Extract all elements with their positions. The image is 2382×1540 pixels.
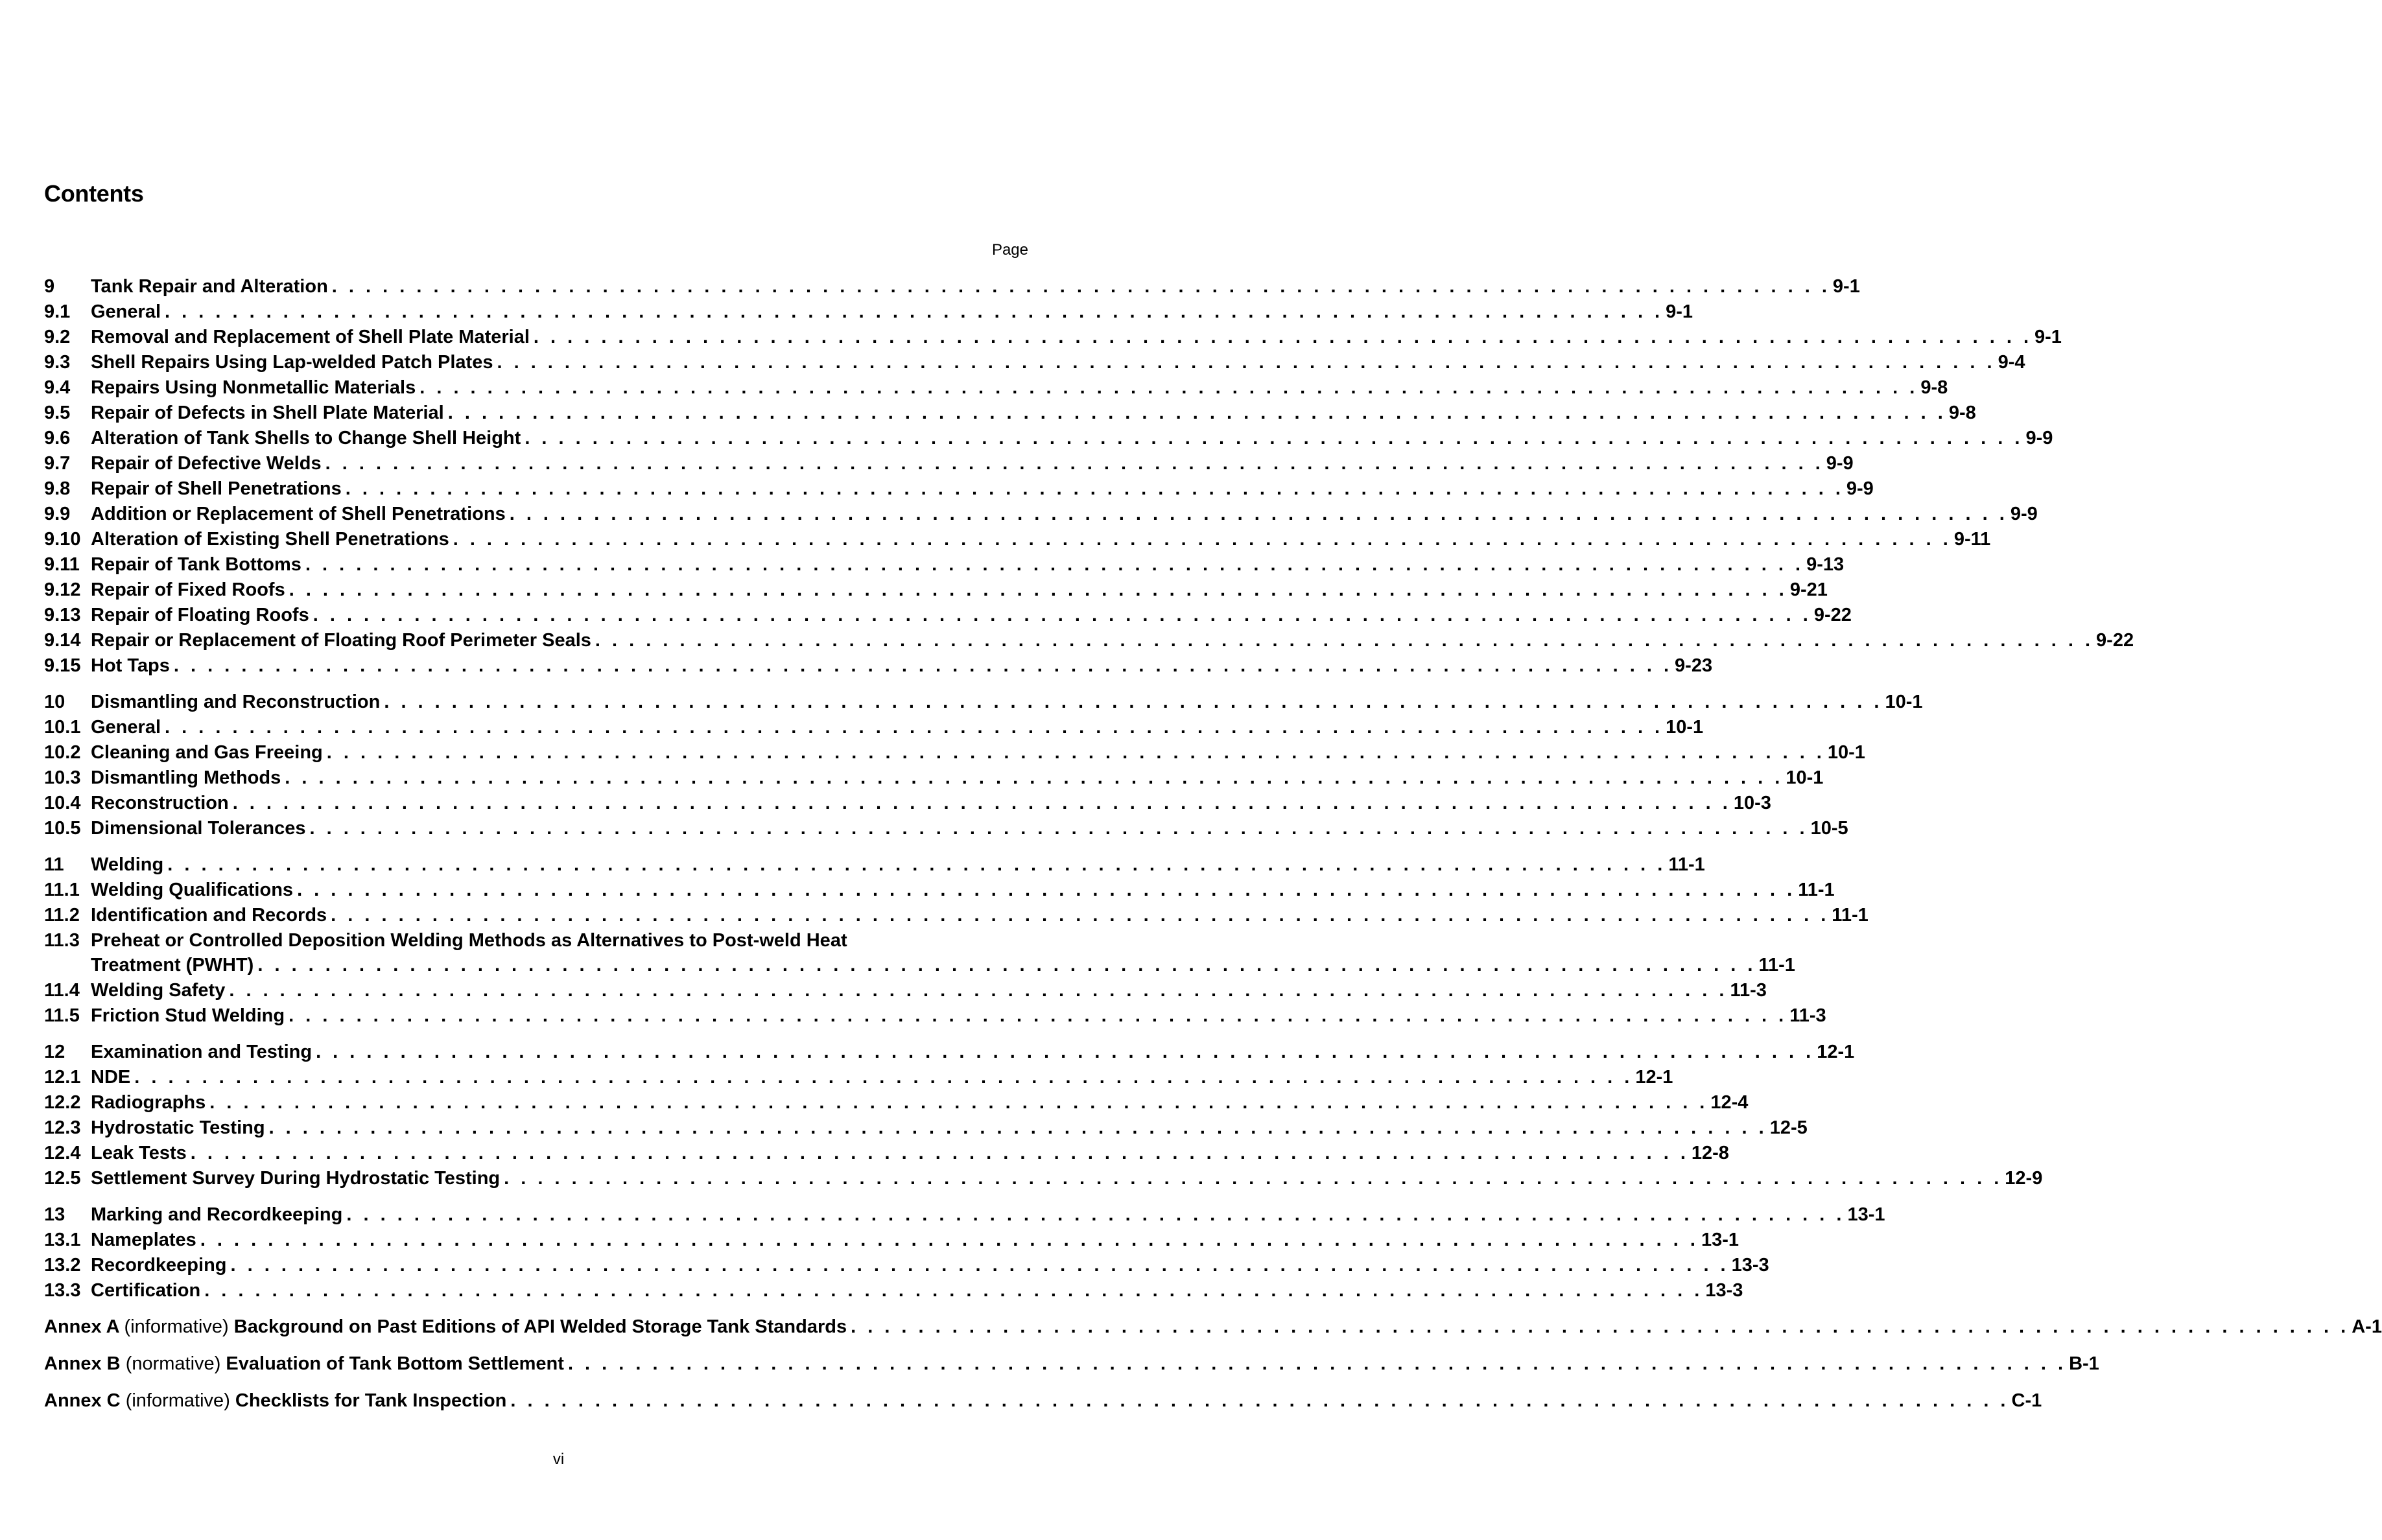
page-title: Contents — [44, 180, 144, 207]
toc-dot-leader: . . . . . . . . . . . . . . . . . . . . . . . . . . . . . . . . . . . . . . . . . . . . . . . . . . . . . . . . . . . . . . . . . . . . . . . . . . . . . . . . . . . . . . . . . — [204, 1280, 1703, 1301]
toc-dot-leader: . . . . . . . . . . . . . . . . . . . . . . . . . . . . . . . . . . . . . . . . . . . . . . . . . . . . . . . . . . . . . . . . . . . . . . . . . . . . . . . . . . . . . . . . . — [305, 554, 1804, 575]
toc-entry-number: 10.2 — [44, 742, 81, 763]
toc-entry[interactable] — [44, 527, 1991, 552]
toc-entry[interactable] — [44, 350, 2025, 375]
toc-entry-page: 12-4 — [1710, 1092, 1749, 1113]
toc-dot-leader: . . . . . . . . . . . . . . . . . . . . . . . . . . . . . . . . . . . . . . . . . . . . . . . . . . . . . . . . . . . . . . . . . . . . . . . . . . . . . . . . . . . . . . . . . — [525, 428, 2023, 449]
toc-dot-leader: . . . . . . . . . . . . . . . . . . . . . . . . . . . . . . . . . . . . . . . . . . . . . . . . . . . . . . . . . . . . . . . . . . . . . . . . . . . . . . . . . . . . . . . . . — [165, 717, 1664, 738]
toc-entry-page: 9-9 — [2025, 428, 2053, 449]
toc-entry-page: 12-1 — [1817, 1042, 1855, 1062]
toc-entry[interactable] — [44, 476, 1874, 502]
toc-entry-number: 9.10 — [44, 529, 81, 550]
toc-entry-title: Repairs Using Nonmetallic Materials — [91, 377, 416, 398]
toc-entry-title: Repair of Fixed Roofs — [91, 579, 285, 600]
toc-entry-title: Nameplates — [91, 1230, 196, 1250]
toc-entry-page: 13-1 — [1701, 1230, 1739, 1250]
toc-entry[interactable] — [44, 903, 1869, 928]
toc-entry[interactable] — [44, 1166, 2043, 1191]
toc-entry-page: 11-1 — [1832, 905, 1869, 926]
toc-dot-leader: . . . . . . . . . . . . . . . . . . . . . . . . . . . . . . . . . . . . . . . . . . . . . . . . . . . . . . . . . . . . . . . . . . . . . . . . . . . . . . . . . . . . . . . . . — [289, 579, 1787, 600]
toc-entry[interactable] — [44, 765, 1824, 791]
annex-label: Annex B — [44, 1353, 121, 1374]
toc-dot-leader: . . . . . . . . . . . . . . . . . . . . . . . . . . . . . . . . . . . . . . . . . . . . . . . . . . . . . . . . . . . . . . . . . . . . . . . . . . . . . . . . . . . . . . . . . — [510, 1390, 2009, 1411]
toc-entry-number: 9.6 — [44, 428, 71, 449]
toc-entry-title: Marking and Recordkeeping — [91, 1204, 343, 1225]
toc-entry-number: 9.2 — [44, 327, 71, 347]
toc-entry-number: 10.4 — [44, 793, 81, 813]
toc-entry-title: Removal and Replacement of Shell Plate Material — [91, 327, 530, 347]
toc-entry-title: Alteration of Existing Shell Penetrations — [91, 529, 449, 550]
toc-entry[interactable] — [44, 690, 1923, 715]
toc-dot-leader: . . . . . . . . . . . . . . . . . . . . . . . . . . . . . . . . . . . . . . . . . . . . . . . . . . . . . . . . . . . . . . . . . . . . . . . . . . . . . . . . . . . . . . . . . — [230, 1255, 1729, 1276]
toc-dot-leader: . . . . . . . . . . . . . . . . . . . . . . . . . . . . . . . . . . . . . . . . . . . . . . . . . . . . . . . . . . . . . . . . . . . . . . . . . . . . . . . . . . . . . . . . . — [509, 504, 2008, 524]
toc-entry-page: 11-1 — [1798, 880, 1835, 900]
toc-entry[interactable] — [44, 816, 1848, 841]
toc-entry-number: 10.5 — [44, 818, 81, 839]
toc-entry-title: Settlement Survey During Hydrostatic Testing — [91, 1168, 501, 1189]
toc-entry[interactable] — [44, 1202, 1885, 1228]
toc-entry[interactable] — [44, 299, 1693, 325]
toc-entry-page: 12-8 — [1691, 1143, 1729, 1163]
toc-dot-leader: . . . . . . . . . . . . . . . . . . . . . . . . . . . . . . . . . . . . . . . . . . . . . . . . . . . . . . . . . . . . . . . . . . . . . . . . . . . . . . . . . . . . . . . . . — [309, 818, 1808, 839]
toc-entry-page: 10-1 — [1885, 692, 1923, 712]
toc-entry[interactable] — [44, 1090, 1749, 1115]
toc-entry-page: 9-9 — [1826, 453, 1854, 474]
toc-entry-title: Repair of Defective Welds — [91, 453, 322, 474]
toc-entry-title: Welding — [91, 854, 164, 875]
toc-entry[interactable] — [44, 274, 1860, 299]
toc-entry-title: Examination and Testing — [91, 1042, 312, 1062]
toc-entry-page: A-1 — [2352, 1316, 2382, 1337]
toc-entry[interactable] — [44, 1228, 1739, 1253]
toc-entry-number: 9 — [44, 276, 55, 297]
toc-entry-title: Alteration of Tank Shells to Change Shell Height — [91, 428, 521, 449]
toc-entry-page: B-1 — [2069, 1353, 2099, 1374]
toc-entry-page: 9-9 — [1846, 478, 1874, 499]
toc-entry-number: 10.1 — [44, 717, 81, 738]
toc-entry-title: Preheat or Controlled Deposition Welding Methods as Alternatives to Post-weld Heat — [91, 930, 847, 951]
toc-entry[interactable] — [44, 578, 1828, 603]
toc-entry-number: 9.1 — [44, 301, 71, 322]
toc-entry-page: 10-3 — [1733, 793, 1771, 813]
toc-dot-leader: . . . . . . . . . . . . . . . . . . . . . . . . . . . . . . . . . . . . . . . . . . . . . . . . . . . . . . . . . . . . . . . . . . . . . . . . . . . . . . . . . . . . . . . . . — [595, 630, 2094, 651]
toc-dot-leader: . . . . . . . . . . . . . . . . . . . . . . . . . . . . . . . . . . . . . . . . . . . . . . . . . . . . . . . . . . . . . . . . . . . . . . . . . . . . . . . . . . . . . . . . . — [165, 301, 1664, 322]
toc-entry-number: 9.13 — [44, 605, 81, 625]
toc-dot-leader: . . . . . . . . . . . . . . . . . . . . . . . . . . . . . . . . . . . . . . . . . . . . . . . . . . . . . . . . . . . . . . . . . . . . . . . . . . . . . . . . . . . . . . . . . — [173, 655, 1673, 676]
toc-dot-leader: . . . . . . . . . . . . . . . . . . . . . . . . . . . . . . . . . . . . . . . . . . . . . . . . . . . . . . . . . . . . . . . . . . . . . . . . . . . . . . . . . . . . . . . . . — [312, 605, 1811, 625]
toc-entry-number: 9.9 — [44, 504, 71, 524]
toc-entry-page: 9-1 — [2034, 327, 2062, 347]
toc-dot-leader: . . . . . . . . . . . . . . . . . . . . . . . . . . . . . . . . . . . . . . . . . . . . . . . . . . . . . . . . . . . . . . . . . . . . . . . . . . . . . . . . . . . . . . . . . — [326, 742, 1825, 763]
toc-entry-number: 13.2 — [44, 1255, 81, 1276]
toc-entry-page: 11-1 — [1758, 955, 1795, 975]
annex-title: Evaluation of Tank Bottom Settlement — [226, 1353, 564, 1374]
toc-entry-title: Addition or Replacement of Shell Penetrations — [91, 504, 506, 524]
toc-entry-number: 12 — [44, 1042, 65, 1062]
toc-entry-page: C-1 — [2011, 1390, 2042, 1411]
toc-entry-number: 12.2 — [44, 1092, 81, 1113]
toc-dot-leader: . . . . . . . . . . . . . . . . . . . . . . . . . . . . . . . . . . . . . . . . . . . . . . . . . . . . . . . . . . . . . . . . . . . . . . . . . . . . . . . . . . . . . . . . . — [134, 1067, 1633, 1088]
toc-entry-title: NDE — [91, 1067, 131, 1088]
toc-dot-leader: . . . . . . . . . . . . . . . . . . . . . . . . . . . . . . . . . . . . . . . . . . . . . . . . . . . . . . . . . . . . . . . . . . . . . . . . . . . . . . . . . . . . . . . . . — [257, 955, 1756, 975]
toc-entry-number: 11.1 — [44, 880, 80, 900]
annex-title: Background on Past Editions of API Welded Storage Tank Standards — [233, 1316, 847, 1337]
toc-entry-title: Cleaning and Gas Freeing — [91, 742, 323, 763]
toc-entry-number: 13 — [44, 1204, 65, 1225]
table-of-contents — [44, 274, 2382, 1425]
toc-entry[interactable] — [44, 502, 2038, 527]
toc-dot-leader: . . . . . . . . . . . . . . . . . . . . . . . . . . . . . . . . . . . . . . . . . . . . . . . . . . . . . . . . . . . . . . . . . . . . . . . . . . . . . . . . . . . . . . . . . — [533, 327, 2033, 347]
toc-entry[interactable] — [44, 1278, 1743, 1303]
toc-entry-continuation[interactable] — [44, 953, 1795, 978]
toc-entry-title: Reconstruction — [91, 793, 229, 813]
toc-section-group — [44, 690, 1923, 841]
toc-entry-page: 9-8 — [1920, 377, 1948, 398]
toc-entry-page: 11-3 — [1789, 1005, 1826, 1026]
toc-entry-number: 12.1 — [44, 1067, 81, 1088]
toc-entry[interactable] — [44, 628, 2134, 653]
toc-entry-title: Hydrostatic Testing — [91, 1117, 265, 1138]
footer-page-number: vi — [552, 1451, 565, 1468]
toc-entry-title: Radiographs — [91, 1092, 206, 1113]
toc-entry-title: Repair of Floating Roofs — [91, 605, 309, 625]
toc-entry-title: General — [91, 301, 161, 322]
toc-entry-page: 9-11 — [1953, 529, 1991, 550]
toc-dot-leader: . . . . . . . . . . . . . . . . . . . . . . . . . . . . . . . . . . . . . . . . . . . . . . . . . . . . . . . . . . . . . . . . . . . . . . . . . . . . . . . . . . . . . . . . . — [851, 1316, 2350, 1337]
toc-entry[interactable] — [44, 1065, 1673, 1090]
toc-entry-title: Shell Repairs Using Lap-welded Patch Plates — [91, 352, 493, 373]
toc-entry-number: 10 — [44, 692, 65, 712]
toc-dot-leader: . . . . . . . . . . . . . . . . . . . . . . . . . . . . . . . . . . . . . . . . . . . . . . . . . . . . . . . . . . . . . . . . . . . . . . . . . . . . . . . . . . . . . . . . . — [325, 453, 1824, 474]
toc-entry-page: 9-1 — [1666, 301, 1693, 322]
annex-type: (informative) — [124, 1316, 229, 1337]
toc-entry-number: 12.5 — [44, 1168, 81, 1189]
toc-dot-leader: . . . . . . . . . . . . . . . . . . . . . . . . . . . . . . . . . . . . . . . . . . . . . . . . . . . . . . . . . . . . . . . . . . . . . . . . . . . . . . . . . . . . . . . . . — [567, 1353, 2067, 1374]
toc-annex-heading — [44, 1314, 847, 1340]
toc-dot-leader: . . . . . . . . . . . . . . . . . . . . . . . . . . . . . . . . . . . . . . . . . . . . . . . . . . . . . . . . . . . . . . . . . . . . . . . . . . . . . . . . . . . . . . . . . — [289, 1005, 1787, 1026]
toc-entry-number: 12.4 — [44, 1143, 81, 1163]
toc-dot-leader: . . . . . . . . . . . . . . . . . . . . . . . . . . . . . . . . . . . . . . . . . . . . . . . . . . . . . . . . . . . . . . . . . . . . . . . . . . . . . . . . . . . . . . . . . — [200, 1230, 1699, 1250]
toc-dot-leader: . . . . . . . . . . . . . . . . . . . . . . . . . . . . . . . . . . . . . . . . . . . . . . . . . . . . . . . . . . . . . . . . . . . . . . . . . . . . . . . . . . . . . . . . . — [346, 1204, 1845, 1225]
toc-entry-page: 12-1 — [1635, 1067, 1673, 1088]
toc-entry[interactable] — [44, 603, 1852, 628]
toc-entry-title: Dismantling and Reconstruction — [91, 692, 381, 712]
toc-entry-page: 13-3 — [1705, 1280, 1743, 1301]
toc-entry-page: 10-5 — [1810, 818, 1848, 839]
toc-entry-page: 9-23 — [1675, 655, 1713, 676]
toc-section-group — [44, 274, 2134, 679]
toc-entry[interactable] — [44, 878, 1835, 903]
toc-entry-title-continuation: Treatment (PWHT) — [91, 955, 254, 975]
toc-entry[interactable] — [44, 1040, 1855, 1065]
toc-entry[interactable] — [44, 375, 1948, 401]
toc-entry-page: 11-3 — [1730, 980, 1767, 1001]
toc-dot-leader: . . . . . . . . . . . . . . . . . . . . . . . . . . . . . . . . . . . . . . . . . . . . . . . . . . . . . . . . . . . . . . . . . . . . . . . . . . . . . . . . . . . . . . . . . — [345, 478, 1844, 499]
toc-entry[interactable] — [44, 653, 1713, 679]
toc-dot-leader: . . . . . . . . . . . . . . . . . . . . . . . . . . . . . . . . . . . . . . . . . . . . . . . . . . . . . . . . . . . . . . . . . . . . . . . . . . . . . . . . . . . . . . . . . — [229, 980, 1728, 1001]
toc-entry[interactable] — [44, 715, 1704, 740]
annex-label: Annex A — [44, 1316, 119, 1337]
toc-entry-title: Friction Stud Welding — [91, 1005, 285, 1026]
toc-entry-page: 9-22 — [1813, 605, 1852, 625]
toc-entry-title: Welding Safety — [91, 980, 226, 1001]
toc-entry-title: Leak Tests — [91, 1143, 187, 1163]
toc-annex-heading — [44, 1351, 564, 1377]
toc-entry-number: 11.2 — [44, 905, 80, 926]
toc-entry[interactable] — [44, 1003, 1826, 1029]
toc-dot-leader: . . . . . . . . . . . . . . . . . . . . . . . . . . . . . . . . . . . . . . . . . . . . . . . . . . . . . . . . . . . . . . . . . . . . . . . . . . . . . . . . . . . . . . . . . — [190, 1143, 1689, 1163]
toc-dot-leader: . . . . . . . . . . . . . . . . . . . . . . . . . . . . . . . . . . . . . . . . . . . . . . . . . . . . . . . . . . . . . . . . . . . . . . . . . . . . . . . . . . . . . . . . . — [447, 402, 1946, 423]
toc-entry[interactable] — [44, 740, 1865, 765]
toc-entry-number: 11.4 — [44, 980, 80, 1001]
toc-dot-leader: . . . . . . . . . . . . . . . . . . . . . . . . . . . . . . . . . . . . . . . . . . . . . . . . . . . . . . . . . . . . . . . . . . . . . . . . . . . . . . . . . . . . . . . . . — [419, 377, 1918, 398]
toc-dot-leader: . . . . . . . . . . . . . . . . . . . . . . . . . . . . . . . . . . . . . . . . . . . . . . . . . . . . . . . . . . . . . . . . . . . . . . . . . . . . . . . . . . . . . . . . . — [285, 767, 1784, 788]
toc-entry[interactable] — [44, 1253, 1769, 1278]
toc-entry-title: Repair of Defects in Shell Plate Material — [91, 402, 444, 423]
toc-entry[interactable] — [44, 928, 1028, 953]
annex-label: Annex C — [44, 1390, 121, 1411]
toc-dot-leader: . . . . . . . . . . . . . . . . . . . . . . . . . . . . . . . . . . . . . . . . . . . . . . . . . . . . . . . . . . . . . . . . . . . . . . . . . . . . . . . . . . . . . . . . . — [331, 276, 1830, 297]
toc-entry-number: 11.5 — [44, 1005, 80, 1026]
toc-dot-leader: . . . . . . . . . . . . . . . . . . . . . . . . . . . . . . . . . . . . . . . . . . . . . . . . . . . . . . . . . . . . . . . . . . . . . . . . . . . . . . . . . . . . . . . . . — [209, 1092, 1708, 1113]
toc-dot-leader: . . . . . . . . . . . . . . . . . . . . . . . . . . . . . . . . . . . . . . . . . . . . . . . . . . . . . . . . . . . . . . . . . . . . . . . . . . . . . . . . . . . . . . . . . — [232, 793, 1731, 813]
toc-entry-number: 11.3 — [44, 930, 80, 951]
toc-entry-title: Tank Repair and Alteration — [91, 276, 328, 297]
toc-entry[interactable] — [44, 852, 1705, 878]
toc-entry-number: 9.14 — [44, 630, 81, 651]
toc-dot-leader: . . . . . . . . . . . . . . . . . . . . . . . . . . . . . . . . . . . . . . . . . . . . . . . . . . . . . . . . . . . . . . . . . . . . . . . . . . . . . . . . . . . . . . . . . — [497, 352, 1996, 373]
toc-dot-leader: . . . . . . . . . . . . . . . . . . . . . . . . . . . . . . . . . . . . . . . . . . . . . . . . . . . . . . . . . . . . . . . . . . . . . . . . . . . . . . . . . . . . . . . . . — [167, 854, 1666, 875]
toc-entry-page: 9-4 — [1998, 352, 2025, 373]
toc-entry-title: Repair or Replacement of Floating Roof Perimeter Seals — [91, 630, 591, 651]
toc-entry[interactable] — [44, 426, 2053, 451]
page-column-header: Page — [991, 241, 1028, 259]
toc-entry[interactable] — [44, 325, 2062, 350]
toc-dot-leader: . . . . . . . . . . . . . . . . . . . . . . . . . . . . . . . . . . . . . . . . . . . . . . . . . . . . . . . . . . . . . . . . . . . . . . . . . . . . . . . . . . . . . . . . . — [331, 905, 1830, 926]
toc-annex-entry[interactable] — [44, 1314, 2382, 1340]
toc-entry[interactable] — [44, 1141, 1729, 1166]
toc-entry-page: 9-1 — [1832, 276, 1860, 297]
toc-entry-title: Identification and Records — [91, 905, 327, 926]
annex-title: Checklists for Tank Inspection — [235, 1390, 507, 1411]
toc-entry-number: 9.7 — [44, 453, 71, 474]
toc-entry-title: Repair of Shell Penetrations — [91, 478, 342, 499]
toc-entry-page: 9-9 — [2010, 504, 2038, 524]
toc-entry-number: 9.8 — [44, 478, 71, 499]
toc-section-group — [44, 852, 1869, 1029]
toc-entry-page: 12-9 — [2005, 1168, 2043, 1189]
toc-entry-page: 12-5 — [1769, 1117, 1808, 1138]
toc-annex-entry[interactable] — [44, 1388, 2042, 1414]
toc-dot-leader: . . . . . . . . . . . . . . . . . . . . . . . . . . . . . . . . . . . . . . . . . . . . . . . . . . . . . . . . . . . . . . . . . . . . . . . . . . . . . . . . . . . . . . . . . — [268, 1117, 1767, 1138]
toc-entry-number: 13.3 — [44, 1280, 81, 1301]
toc-entry-page: 10-1 — [1666, 717, 1704, 738]
toc-entry-page: 13-1 — [1847, 1204, 1885, 1225]
toc-entry-title: Repair of Tank Bottoms — [91, 554, 301, 575]
toc-entry-page: 9-13 — [1806, 554, 1845, 575]
toc-entry[interactable] — [44, 1115, 1808, 1141]
toc-dot-leader: . . . . . . . . . . . . . . . . . . . . . . . . . . . . . . . . . . . . . . . . . . . . . . . . . . . . . . . . . . . . . . . . . . . . . . . . . . . . . . . . . . . . . . . . . — [316, 1042, 1815, 1062]
toc-entry-title: Hot Taps — [91, 655, 170, 676]
toc-entry-page: 10-1 — [1786, 767, 1824, 788]
annex-type: (normative) — [125, 1353, 221, 1374]
annex-type: (informative) — [125, 1390, 230, 1411]
toc-entry-number: 9.15 — [44, 655, 81, 676]
toc-entry-number: 13.1 — [44, 1230, 81, 1250]
toc-annex-heading — [44, 1388, 506, 1414]
toc-annex-entry[interactable] — [44, 1351, 2099, 1377]
toc-entry[interactable] — [44, 978, 1767, 1003]
toc-entry-number: 9.4 — [44, 377, 71, 398]
toc-entry-page: 9-8 — [1948, 402, 1976, 423]
toc-entry-number: 9.3 — [44, 352, 71, 373]
toc-entry-number: 9.11 — [44, 554, 80, 575]
toc-entry-page: 9-21 — [1789, 579, 1828, 600]
toc-section-group — [44, 1040, 2043, 1191]
toc-entry-title: Recordkeeping — [91, 1255, 227, 1276]
toc-entry-number: 9.12 — [44, 579, 81, 600]
toc-dot-leader: . . . . . . . . . . . . . . . . . . . . . . . . . . . . . . . . . . . . . . . . . . . . . . . . . . . . . . . . . . . . . . . . . . . . . . . . . . . . . . . . . . . . . . . . . — [453, 529, 1952, 550]
toc-entry-title: Welding Qualifications — [91, 880, 294, 900]
toc-entry-page: 10-1 — [1827, 742, 1865, 763]
toc-entry-number: 11 — [44, 854, 64, 875]
toc-dot-leader: . . . . . . . . . . . . . . . . . . . . . . . . . . . . . . . . . . . . . . . . . . . . . . . . . . . . . . . . . . . . . . . . . . . . . . . . . . . . . . . . . . . . . . . . . — [384, 692, 1883, 712]
toc-dot-leader: . . . . . . . . . . . . . . . . . . . . . . . . . . . . . . . . . . . . . . . . . . . . . . . . . . . . . . . . . . . . . . . . . . . . . . . . . . . . . . . . . . . . . . . . . — [297, 880, 1796, 900]
toc-entry-number: 9.5 — [44, 402, 71, 423]
toc-entry-title: General — [91, 717, 161, 738]
toc-entry[interactable] — [44, 791, 1771, 816]
toc-entry-number: 10.3 — [44, 767, 81, 788]
toc-dot-leader: . . . . . . . . . . . . . . . . . . . . . . . . . . . . . . . . . . . . . . . . . . . . . . . . . . . . . . . . . . . . . . . . . . . . . . . . . . . . . . . . . . . . . . . . . — [504, 1168, 2003, 1189]
toc-entry[interactable] — [44, 401, 1976, 426]
toc-entry-number: 12.3 — [44, 1117, 81, 1138]
toc-section-group — [44, 1202, 1885, 1303]
toc-entry-page: 13-3 — [1731, 1255, 1769, 1276]
toc-entry[interactable] — [44, 552, 1845, 578]
toc-entry-title: Dismantling Methods — [91, 767, 281, 788]
toc-entry-page: 11-1 — [1668, 854, 1705, 875]
toc-entry[interactable] — [44, 451, 1854, 476]
toc-entry-title: Certification — [91, 1280, 201, 1301]
toc-entry-page: 9-22 — [2096, 630, 2134, 651]
toc-entry-title: Dimensional Tolerances — [91, 818, 306, 839]
